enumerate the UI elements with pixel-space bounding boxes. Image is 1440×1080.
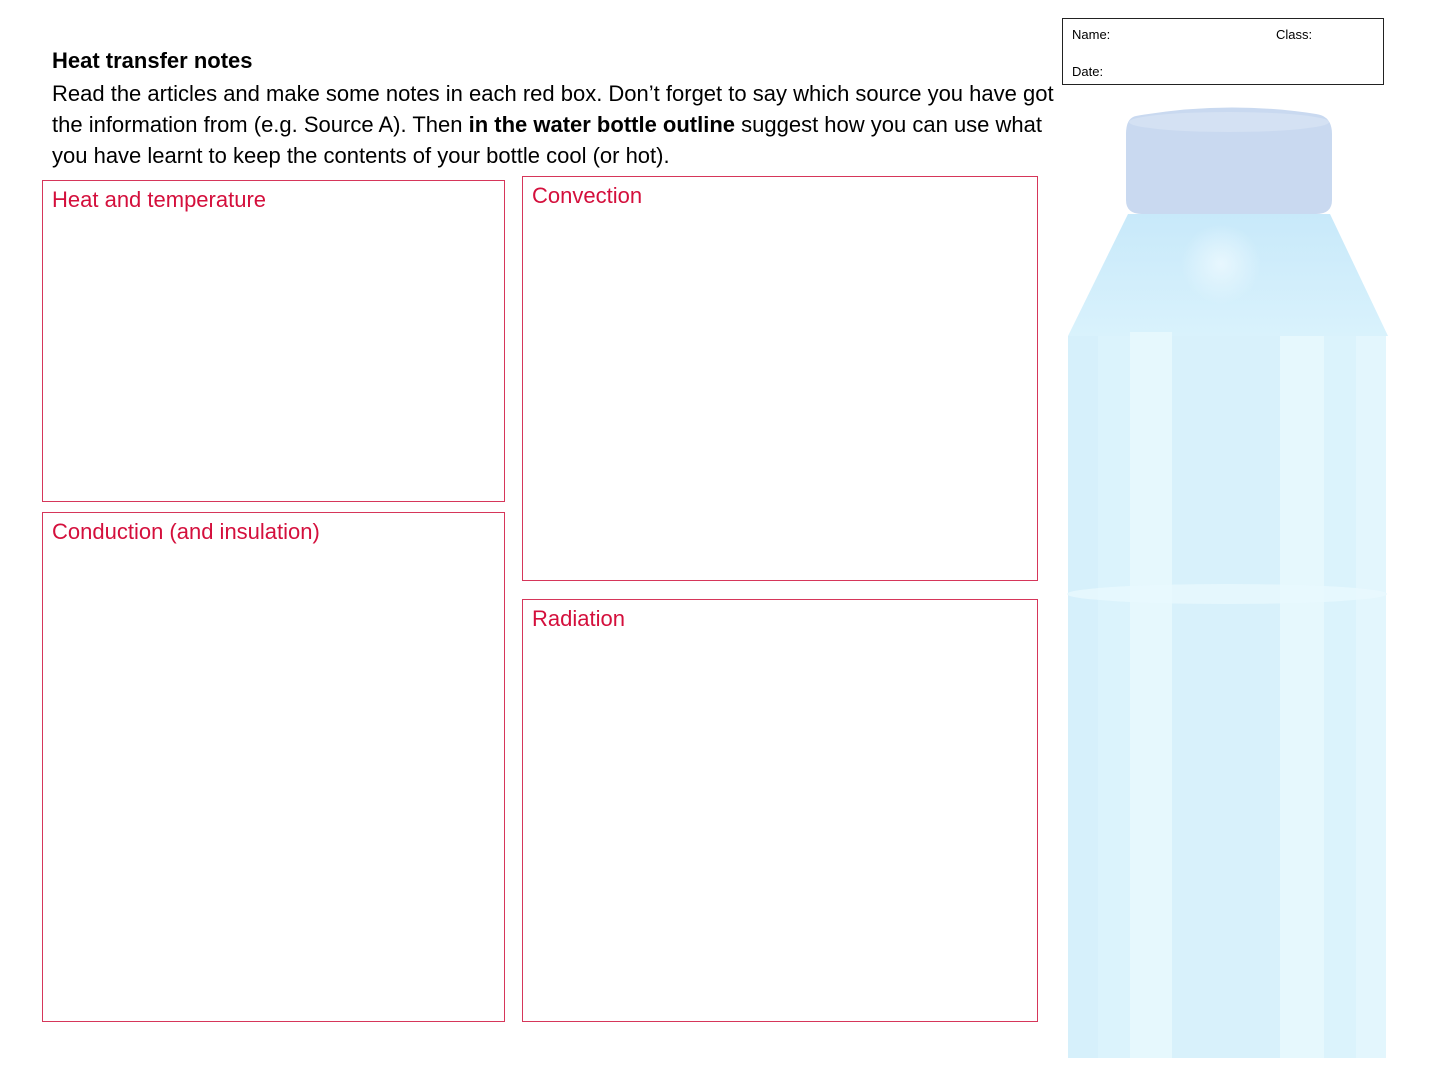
bottle-stripe bbox=[1280, 336, 1324, 1058]
bottle-water-line bbox=[1067, 584, 1387, 604]
class-label: Class: bbox=[1276, 27, 1313, 42]
notes-box-heading: Heat and temperature bbox=[52, 187, 267, 212]
notes-box-radiation[interactable] bbox=[522, 599, 1038, 1022]
instructions-text-2: suggest how you can use what you have learnt to keep the contents of your bottle cool (or hot). bbox=[52, 112, 1042, 168]
bottle-cap-rim bbox=[1129, 112, 1329, 132]
bottle-stripe bbox=[1068, 336, 1098, 1058]
bottle-neck-highlight bbox=[1181, 224, 1261, 304]
instructions-text-1: Read the articles and make some notes in each red box. Don’t forget to say which source you have got the information from (e.g. Source A). Then bbox=[52, 81, 1054, 137]
notes-box-heading: Conduction (and insulation) bbox=[52, 519, 320, 544]
bottle-stripe bbox=[1130, 332, 1172, 1058]
page-title: Heat transfer notes bbox=[52, 48, 253, 73]
notes-box-heat-and-temperature[interactable] bbox=[42, 180, 505, 502]
bottle-stripe bbox=[1356, 336, 1386, 1058]
notes-box-heading: Radiation bbox=[532, 606, 625, 631]
name-label: Name: bbox=[1072, 27, 1111, 42]
notes-box-conduction[interactable] bbox=[42, 512, 505, 1022]
bottle-stripe bbox=[1172, 336, 1280, 1058]
instructions-emphasis: in the water bottle outline bbox=[468, 112, 736, 137]
student-info-box bbox=[1062, 18, 1384, 85]
water-bottle-outline[interactable] bbox=[1066, 104, 1390, 1064]
notes-box-heading: Convection bbox=[532, 183, 643, 208]
instructions-paragraph bbox=[52, 78, 1062, 171]
notes-box-convection[interactable] bbox=[522, 176, 1038, 581]
date-label: Date: bbox=[1072, 64, 1104, 79]
